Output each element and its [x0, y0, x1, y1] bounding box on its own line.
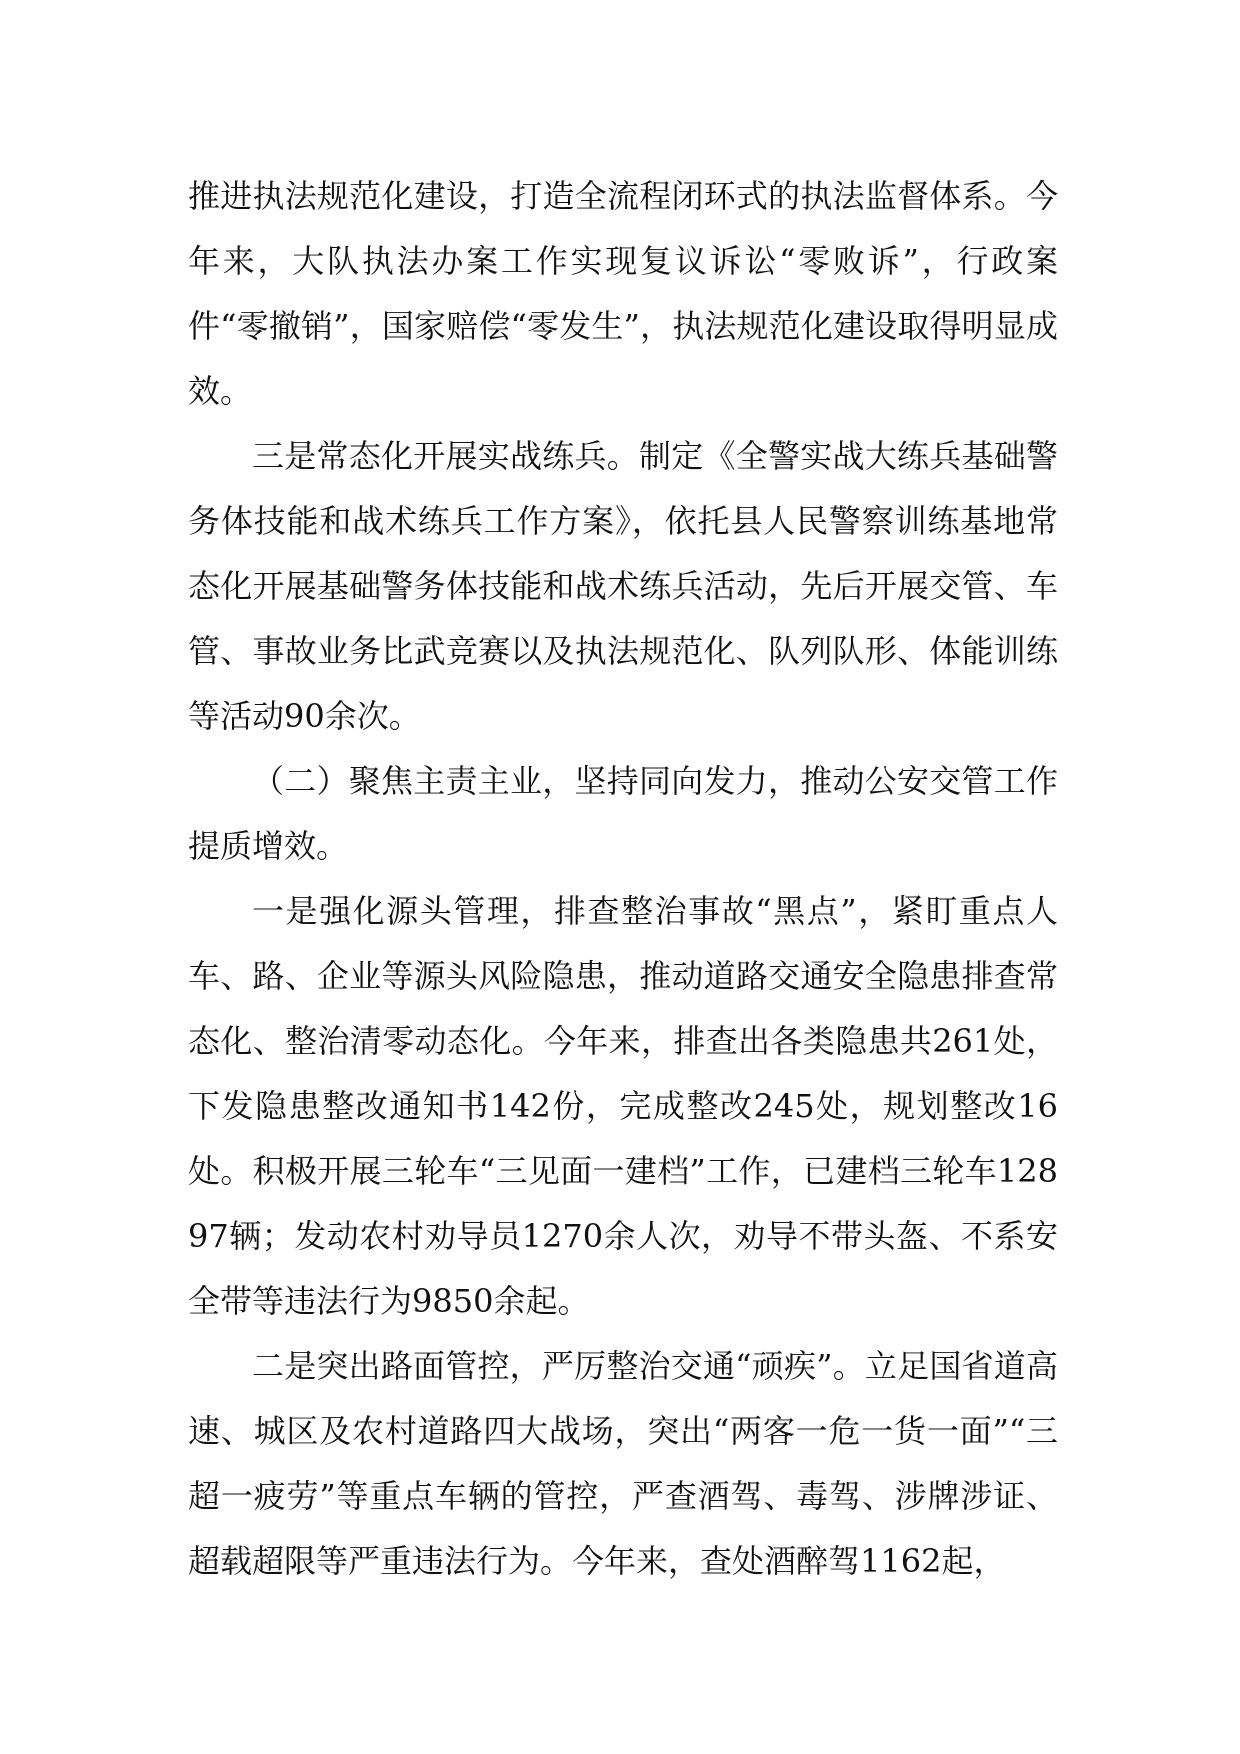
- document-body: [188, 164, 1058, 1594]
- paragraph-road-control: 二是突出路面管控，严厉整治交通“顽疾”。立足国省道高速、城区及农村道路四大战场，突出“两客一危一货一面”“三超一疲劳”等重点车辆的管控，严查酒驾、毒驾、涉牌涉证、超载超限等严重违法行为。今年来，查处酒醉驾1162起，: [188, 1347, 1058, 1580]
- paragraph-section-heading: （二）聚焦主责主业，坚持同向发力，推动公安交管工作提质增效。: [188, 762, 1058, 865]
- paragraph-execution-standardization: 推进执法规范化建设，打造全流程闭环式的执法监督体系。今年来，大队执法办案工作实现复议诉讼“零败诉”，行政案件“零撤销”，国家赔偿“零发生”，执法规范化建设取得明显成效。: [188, 177, 1058, 410]
- paragraph-training: 三是常态化开展实战练兵。制定《全警实战大练兵基础警务体技能和战术练兵工作方案》，依托县人民警察训练基地常态化开展基础警务体技能和战术练兵活动，先后开展交管、车管、事故业务比武竞赛以及执法规范化、队列队形、体能训练等活动90余次。: [188, 437, 1058, 735]
- paragraph-source-management: 一是强化源头管理，排查整治事故“黑点”，紧盯重点人车、路、企业等源头风险隐患，推动道路交通安全隐患排查常态化、整治清零动态化。今年来，排查出各类隐患共261处，下发隐患整改通知书142份，完成整改245处，规划整改16处。积极开展三轮车“三见面一建档”工作，已建档三轮车12897辆；发动农村劝导员1270余人次，劝导不带头盔、不系安全带等违法行为9850余起。: [188, 892, 1058, 1320]
